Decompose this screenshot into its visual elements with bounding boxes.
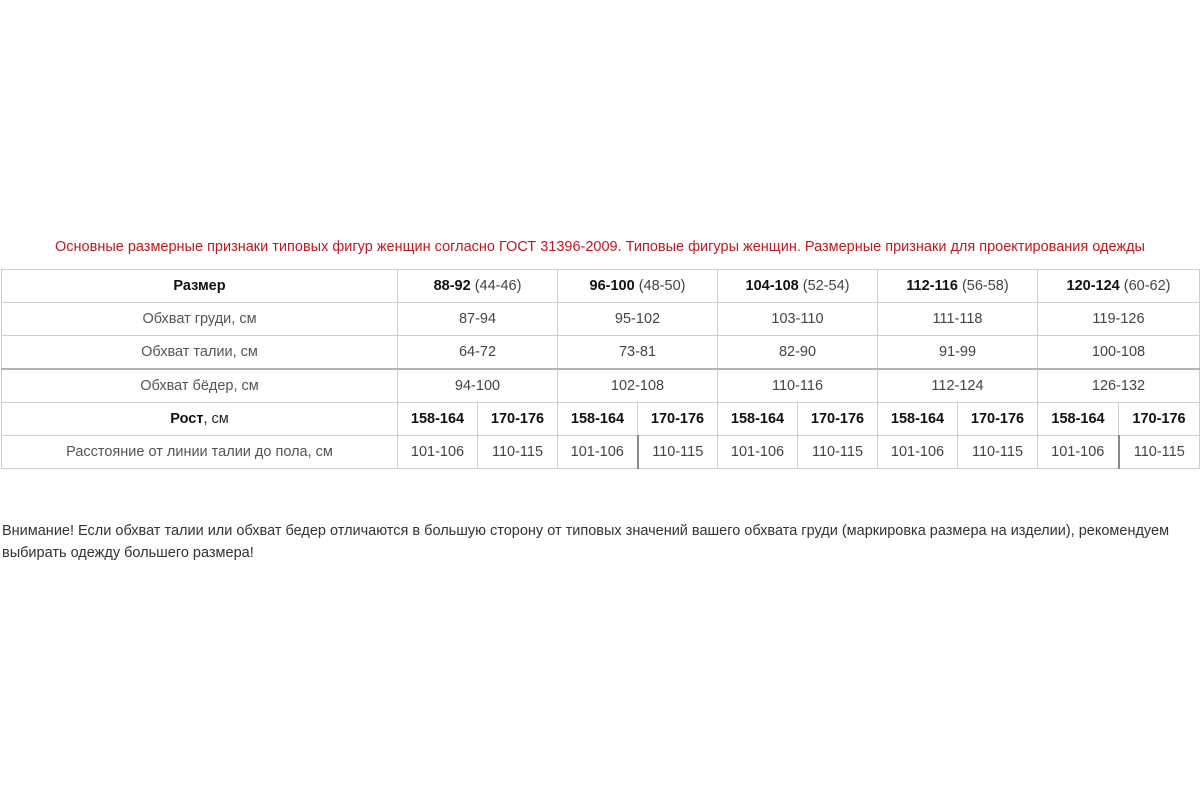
table-cell: 111-118 <box>878 303 1038 336</box>
table-row-size <box>2 270 1200 303</box>
row-label: Обхват груди, см <box>2 303 398 336</box>
table-cell: 101-106 <box>1038 436 1119 469</box>
size-header: 120-124 (60-62) <box>1038 270 1200 303</box>
table-row-waist <box>2 336 1200 370</box>
table-cell: 110-115 <box>638 436 718 469</box>
table-cell: 170-176 <box>638 403 718 436</box>
table-cell: 87-94 <box>398 303 558 336</box>
table-cell: 112-124 <box>878 369 1038 403</box>
table-row-height <box>2 403 1200 436</box>
table-cell: 158-164 <box>878 403 958 436</box>
table-cell: 100-108 <box>1038 336 1200 370</box>
table-cell: 110-115 <box>1119 436 1200 469</box>
page-title: Основные размерные признаки типовых фигур женщин согласно ГОСТ 31396-2009. Типовые фигуры женщин. Размерные признаки для проектирования одежды <box>55 239 1145 255</box>
table-cell: 73-81 <box>558 336 718 370</box>
table-cell: 91-99 <box>878 336 1038 370</box>
size-header: 112-116 (56-58) <box>878 270 1038 303</box>
size-header: 96-100 (48-50) <box>558 270 718 303</box>
table-cell: 103-110 <box>718 303 878 336</box>
row-label: Рост, см <box>2 403 398 436</box>
size-header-label: Размер <box>2 270 398 303</box>
row-label: Обхват бёдер, см <box>2 369 398 403</box>
table-cell: 82-90 <box>718 336 878 370</box>
table-cell: 158-164 <box>1038 403 1119 436</box>
table-row-hips <box>2 369 1200 403</box>
table-row-chest <box>2 303 1200 336</box>
table-cell: 110-115 <box>478 436 558 469</box>
table-row-waist-to-floor <box>2 436 1200 469</box>
table-cell: 170-176 <box>478 403 558 436</box>
table-cell: 64-72 <box>398 336 558 370</box>
row-label: Обхват талии, см <box>2 336 398 370</box>
table-cell: 94-100 <box>398 369 558 403</box>
table-cell: 110-115 <box>958 436 1038 469</box>
table-cell: 101-106 <box>878 436 958 469</box>
table-cell: 119-126 <box>1038 303 1200 336</box>
table-cell: 110-115 <box>798 436 878 469</box>
size-chart-table <box>1 269 1200 469</box>
table-cell: 101-106 <box>398 436 478 469</box>
row-label: Расстояние от линии талии до пола, см <box>2 436 398 469</box>
table-cell: 170-176 <box>798 403 878 436</box>
size-header: 88-92 (44-46) <box>398 270 558 303</box>
size-header: 104-108 (52-54) <box>718 270 878 303</box>
table-cell: 158-164 <box>718 403 798 436</box>
table-cell: 95-102 <box>558 303 718 336</box>
table-cell: 110-116 <box>718 369 878 403</box>
table-cell: 126-132 <box>1038 369 1200 403</box>
table-cell: 158-164 <box>398 403 478 436</box>
table-cell: 170-176 <box>1119 403 1200 436</box>
table-cell: 102-108 <box>558 369 718 403</box>
table-cell: 158-164 <box>558 403 638 436</box>
warning-note: Внимание! Если обхват талии или обхват бедер отличаются в большую сторону от типовых значений вашего обхвата груди (маркировка размера на изделии), рекомендуем выбирать одежду большего размера! <box>2 523 1170 561</box>
table-cell: 101-106 <box>558 436 638 469</box>
table-cell: 101-106 <box>718 436 798 469</box>
table-cell: 170-176 <box>958 403 1038 436</box>
